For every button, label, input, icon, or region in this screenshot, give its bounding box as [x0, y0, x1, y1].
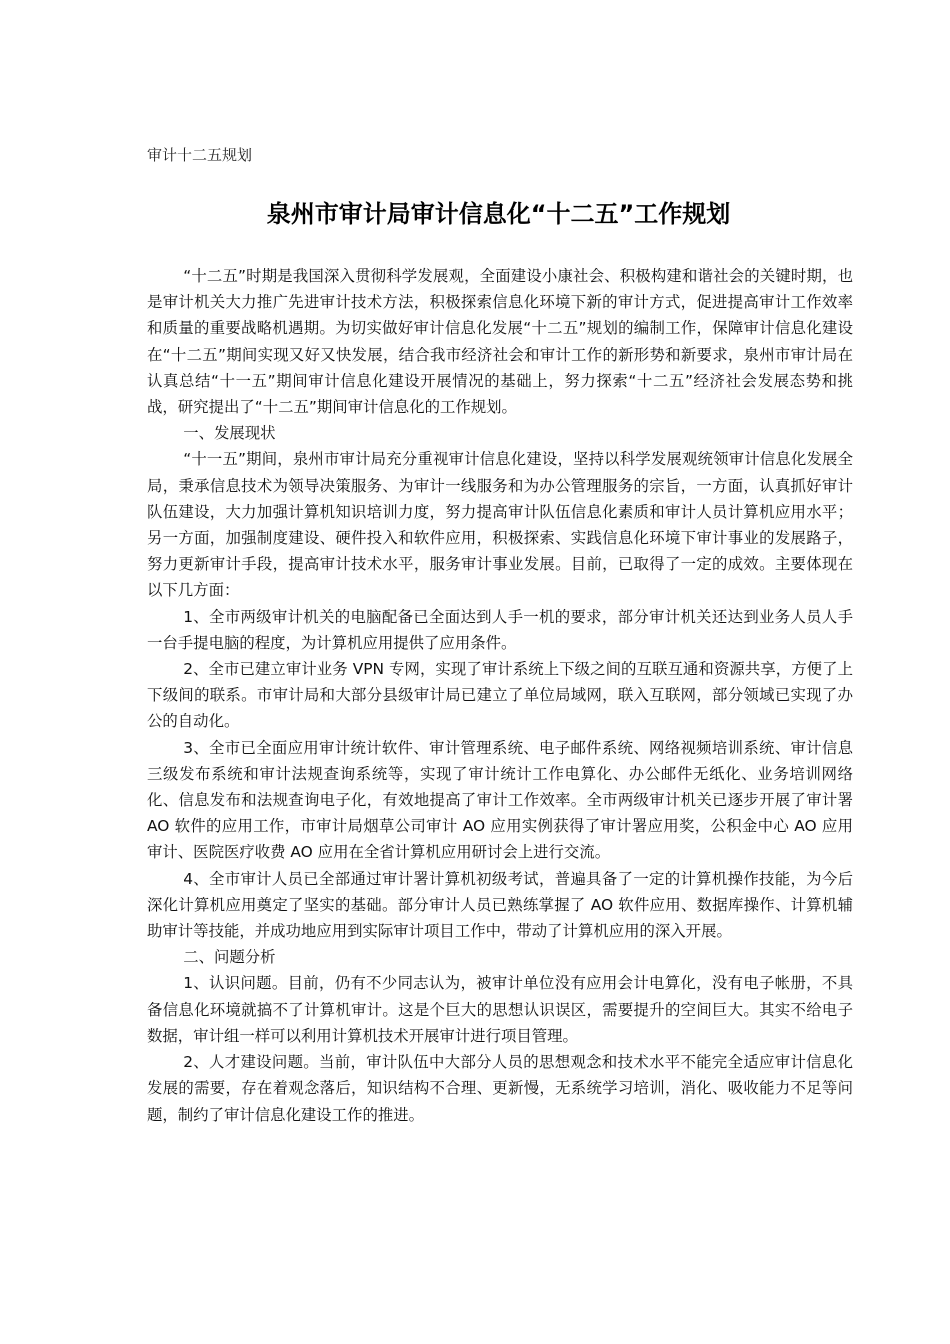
paragraph: 4、全市审计人员已全部通过审计署计算机初级考试，普遍具备了一定的计算机操作技能，为今后深化计算机应用奠定了坚实的基础。部分审计人员已熟练掌握了 AO 软件应用、数据库操作、计算机辅助审计等技能，并成功地应用到实际审计项目工作中，带动了计算机应用的深入开展。 [147, 869, 853, 941]
document-body [147, 263, 853, 1128]
paragraph: 2、全市已建立审计业务 VPN 专网，实现了审计系统上下级之间的互联互通和资源共享，方便了上下级间的联系。市审计局和大部分县级审计局已建立了单位局域网，联入互联网，部分领域已实现了办公的自动化。 [147, 660, 853, 731]
paragraph: 3、全市已全面应用审计统计软件、审计管理系统、电子邮件系统、网络视频培训系统、审计信息三级发布系统和审计法规查询系统等，实现了审计统计工作电算化、办公邮件无纸化、业务培训网络化、信息发布和法规查询电子化，有效地提高了审计工作效率。全市两级审计机关已逐步开展了审计署 AO 软件的应用工作，市审计局烟草公司审计 AO 应用实例获得了审计署应用奖，公积金中心 AO 应用审计、医院医疗收费 AO 应用在全省计算机应用研讨会上进行交流。 [147, 738, 853, 862]
section-heading-development-status: 一、发展现状 [183, 424, 276, 443]
document-title: 泉州市审计局审计信息化“十二五”工作规划 [266, 200, 731, 228]
intro-paragraph: “十二五”时期是我国深入贯彻科学发展观，全面建设小康社会、积极构建和谐社会的关键时期，也是审计机关大力推广先进审计技术方法，积极探索信息化环境下新的审计方式，促进提高审计工作效率和质量的重要战略机遇期。为切实做好审计信息化发展“十二五”规划的编制工作，保障审计信息化建设在“十二五”期间实现又好又快发展，结合我市经济社会和审计工作的新形势和新要求，泉州市审计局在认真总结“十一五”期间审计信息化建设开展情况的基础上，努力探索“十二五”经济社会发展态势和挑战，研究提出了“十二五”期间审计信息化的工作规划。 [147, 267, 853, 417]
paragraph: 1、全市两级审计机关的电脑配备已全面达到人手一机的要求，部分审计机关还达到业务人员人手一台手提电脑的程度，为计算机应用提供了应用条件。 [147, 607, 853, 652]
paragraph: 1、认识问题。目前，仍有不少同志认为，被审计单位没有应用会计电算化，没有电子帐册，不具备信息化环境就搞不了计算机审计。这是个巨大的思想认识误区，需要提升的空间巨大。其实不给电子数据，审计组一样可以利用计算机技术开展审计进行项目管理。 [147, 974, 853, 1045]
paragraph: 2、人才建设问题。当前，审计队伍中大部分人员的思想观念和技术水平不能完全适应审计信息化发展的需要，存在着观念落后，知识结构不合理、更新慢，无系统学习培训，消化、吸收能力不足等问题，制约了审计信息化建设工作的推进。 [147, 1053, 853, 1124]
section-heading-problem-analysis: 二、问题分析 [183, 948, 276, 967]
running-header: 审计十二五规划 [147, 146, 253, 164]
paragraph: “十一五”期间，泉州市审计局充分重视审计信息化建设，坚持以科学发展观统领审计信息化发展全局，秉承信息技术为领导决策服务、为审计一线服务和为办公管理服务的宗旨，一方面，认真抓好审计队伍建设，大力加强计算机知识培训力度，努力提高审计队伍信息化素质和审计人员计算机应用水平；另一方面，加强制度建设、硬件投入和软件应用，积极探索、实践信息化环境下审计事业的发展路子，努力更新审计手段，提高审计技术水平，服务审计事业发展。目前，已取得了一定的成效。主要体现在以下几方面： [147, 450, 853, 600]
